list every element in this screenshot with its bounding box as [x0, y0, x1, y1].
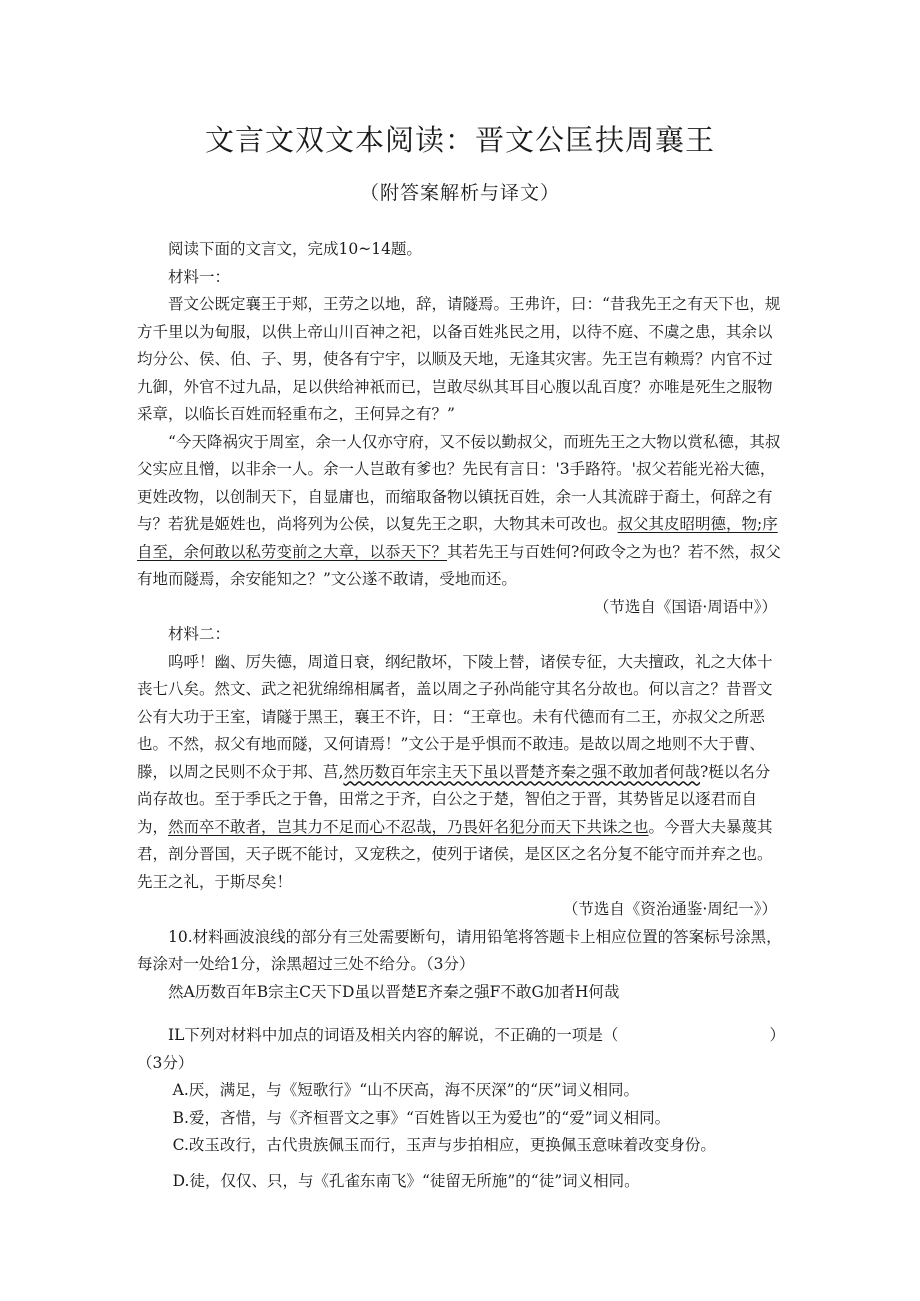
question-10-options: 然A历数百年B宗主C天下D虽以晋楚E齐秦之强F不敢G加者H何哉 — [168, 982, 620, 1001]
material-one-paragraph-2 — [137, 429, 785, 594]
instruction: 阅读下面的文言文，完成10~14题。 — [168, 240, 422, 258]
material-two-source: （节选自《资治通鉴·周纪一》） — [562, 900, 777, 918]
material-two-text-a: 呜呼！幽、厉失德，周道日衰，纲纪散坏，下陵上替，诸侯专征，大夫擅政，礼之大体十丧七八矣。然文、武之祀犹绵绵相属者，盖以周之子孙尚能守其名分故也。何以言之？昔晋文公有大功于王室，请隧于黑王，襄王不许，日：“王章也。未有代德而有二王，亦叔父之所恶也。不然，叔父有地而隧，又何请焉！”文公于是乎惧而不敢违。是故以周之地则不大于曹、滕，以周之民则不众于邦、莒, — [137, 652, 773, 781]
document-subtitle: （附答案解析与译文） — [359, 182, 560, 204]
material-two-text-c: 。今晋大夫暴蔑其君，剖分晋国，天子既不能讨，又宠秩之，使列于诸侯，是区区之名分复不能守而并弃之也。先王之礼，于斯尽矣！ — [137, 817, 773, 891]
material-one-text-a: “今天降祸灾于周室，余一人仅亦守府，又不佞以勤叔父，而班先王之大物以赏私德，其叔父实应且憎，以非余一人。余一人岂敢有爹也？先民有言日：'3手路符。'叔父若能光裕大德，更姓改物，以创制天下，自显庸也，而缩取备物以镇抚百姓，余一人其流辟于裔土，何辞之有与？若犹是姬姓也，尚将列为公侯，以复先王之职，大物其未可改也。 — [137, 432, 781, 533]
material-two-wavy-sentence: 然历数百年宗主天下虽以晋楚齐秦之强不敢加者何哉 — [343, 762, 700, 781]
material-two-label: 材料二： — [168, 625, 231, 643]
material-one-text-b: 其若先王与百姓何?何政令之为也？若不然，叔父有地而隧焉，余安能知之？”文公遂不敢请，受地而还。 — [137, 542, 781, 588]
material-one-source: （节选自《国语·周语中》） — [593, 597, 777, 616]
question-11-option-b: B.爱，吝惜，与《齐桓晋文之事》“百姓皆以王为爱也”的“爱”词义相同。 — [172, 1108, 671, 1127]
material-two-paragraph — [137, 649, 785, 897]
question-10-text: 10.材料画波浪线的部分有三处需要断句，请用铅笔将答题卡上相应位置的答案标号涂黑，每涂对一处给1分，涂黑超过三处不给分。（3分） — [137, 927, 782, 973]
question-11-score: （3分） — [137, 1053, 194, 1072]
spacer — [137, 1160, 785, 1168]
material-one-underlined-sentence: 叔父其皮昭明德，物;序自至，余何敢以私劳变前之大章，以忝天下？ — [137, 515, 778, 561]
document-title: 文言文双文本阅读：晋文公匡扶周襄王 — [204, 123, 715, 157]
answer-paren-close: ） — [769, 1026, 785, 1044]
question-11-option-d: D.徒，仅仅、只，与《孔雀东南飞》“徒留无所施”的“徒”词义相同。 — [172, 1171, 640, 1190]
question-11-stem — [137, 1022, 785, 1050]
question-11-stem-text: IL下列对材料中加点的词语及相关内容的解说，不正确的一项是（ — [168, 1026, 619, 1044]
material-two-text-b: ?梃以名分尚存故也。至于季氏之于鲁，田常之于齐，白公之于楚，智伯之于晋，其势皆足以逐君而自为， — [137, 762, 771, 836]
spacer — [137, 1006, 785, 1022]
document-body — [137, 236, 785, 1195]
question-11-option-a: A.厌，满足，与《短歌行》“山不厌高，海不厌深”的“厌”词义相同。 — [172, 1081, 639, 1099]
material-two-underlined-sentence: 然而卒不敢者，岂其力不足而心不忍哉，乃畏奸名犯分而天下共诛之也 — [168, 817, 649, 836]
material-one-label: 材料一： — [168, 267, 231, 286]
material-one-paragraph-1: 晋文公既定襄王于郏，王劳之以地，辞，请隧焉。王弗许，曰：“昔我先王之有天下也，规方千里以为甸服，以供上帝山川百神之祀，以备百姓兆民之用，以待不庭、不虞之患，其余以均分公、侯、伯、子、男，使各有宁宇，以顺及天地，无逢其灾害。先王岂有赖焉？内官不过九御，外官不过九品，足以供给神祇而已，岂敢尽纵其耳目心腹以乱百度？亦唯是死生之服物采章，以临长百姓而轻重布之，王何异之有？” — [137, 295, 781, 423]
question-11-option-c: C.改玉改行，古代贵族佩玉而行，玉声与步拍相应，更换佩玉意味着改变身份。 — [172, 1136, 716, 1154]
